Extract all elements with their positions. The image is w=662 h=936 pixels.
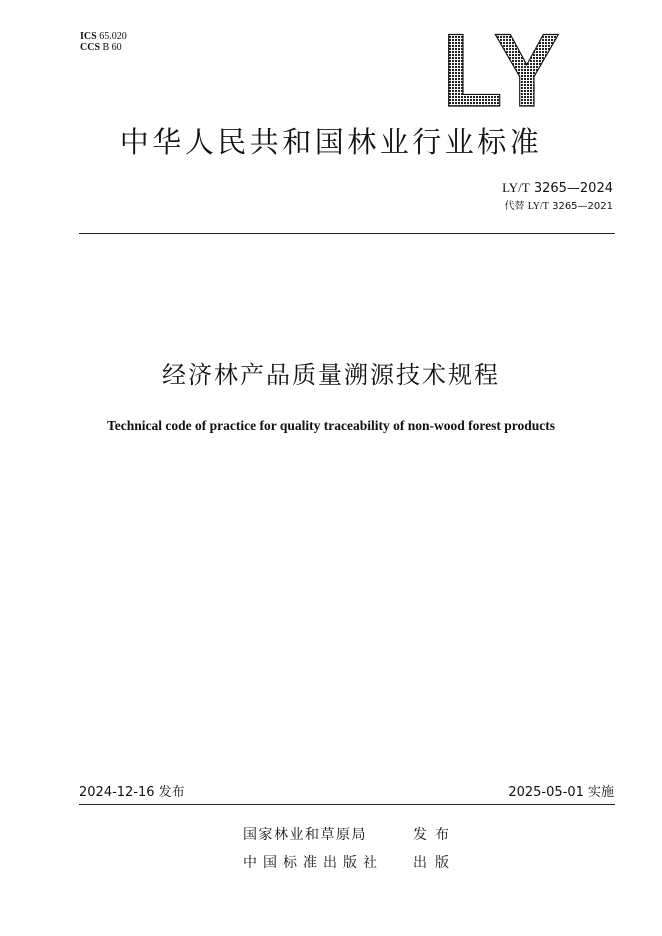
standard-title: 中华人民共和国林业行业标准	[119, 125, 543, 159]
logo-text: LY	[442, 30, 560, 110]
ccs-label: CCS	[80, 42, 101, 53]
replaces-prefix: LY/T	[527, 201, 549, 212]
standard-prefix: LY/T	[502, 180, 530, 195]
bottom-divider	[79, 804, 615, 805]
replaces-standard	[505, 201, 614, 213]
replaces-code: 3265—2021	[552, 201, 613, 212]
publisher-action: 出版	[413, 855, 457, 871]
ics-value: 65.020	[99, 31, 127, 42]
document-title-cn: 经济林产品质量溯源技术规程	[162, 361, 500, 389]
issue-date: 2024-12-16 发布	[79, 785, 185, 800]
implementation-date: 2025-05-01 实施	[508, 785, 614, 800]
ccs-code	[80, 42, 122, 54]
ly-logo	[440, 30, 562, 110]
publisher-name: 中国标准出版社	[243, 855, 383, 871]
standard-code: 3265—2024	[533, 181, 613, 196]
publisher-action: 发布	[413, 827, 457, 843]
ccs-value: B 60	[102, 42, 122, 53]
publisher-name: 国家林业和草原局	[243, 827, 367, 843]
ics-label: ICS	[80, 31, 97, 42]
standard-number	[502, 180, 613, 197]
top-divider	[79, 233, 615, 234]
document-title-en: Technical code of practice for quality traceability of non-wood forest products	[107, 418, 555, 433]
replaces-label: 代替	[504, 201, 525, 212]
